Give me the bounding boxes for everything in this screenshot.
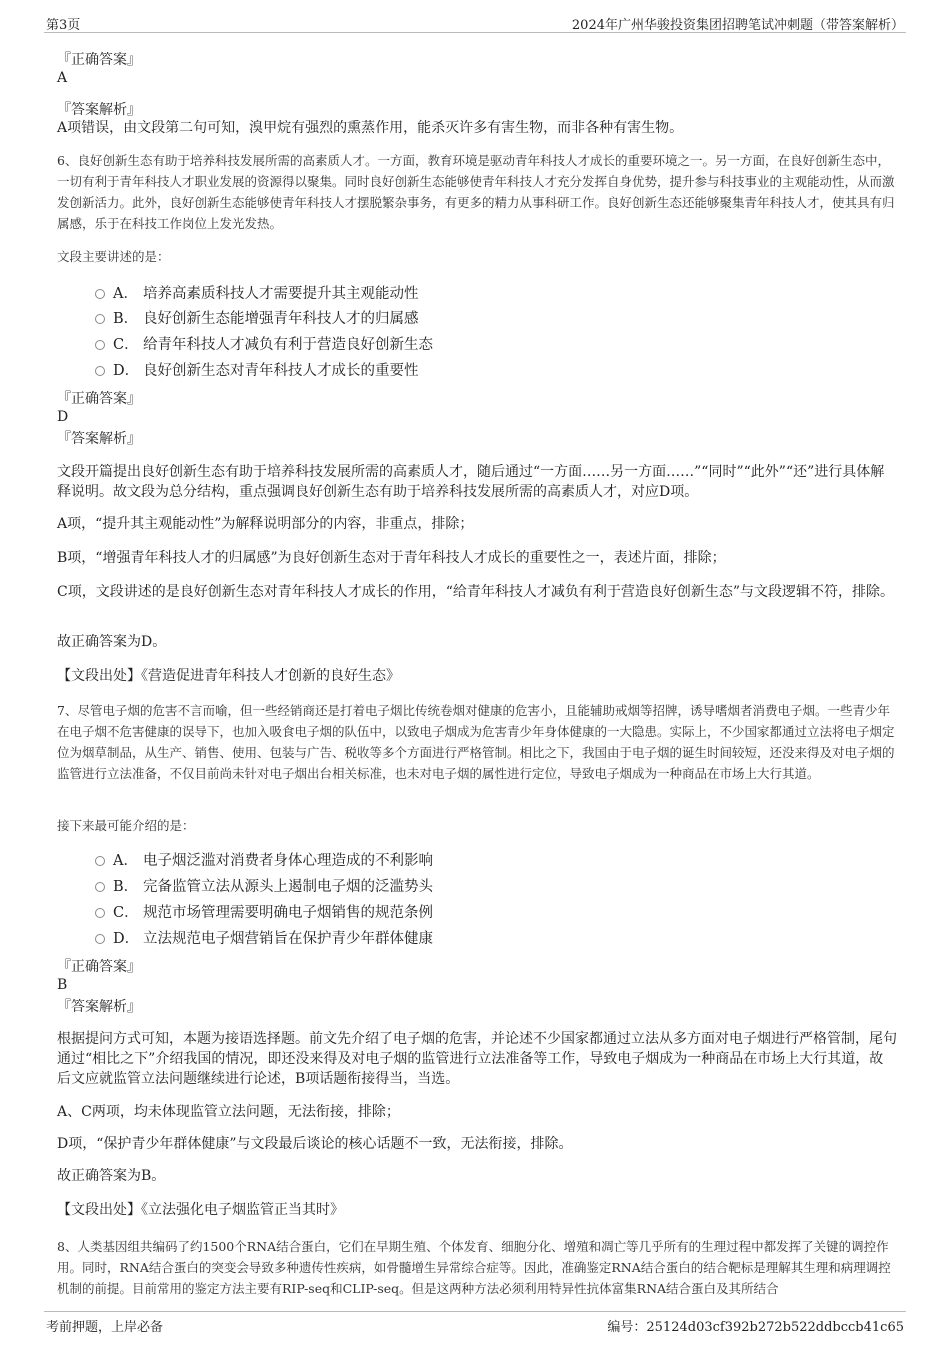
page-header: [44, 10, 906, 33]
radio-icon[interactable]: [95, 366, 105, 376]
q7-option-b[interactable]: B． 完备监管立法从源头上遏制电子烟的泛滥势头: [95, 877, 433, 897]
radio-icon[interactable]: [95, 340, 105, 350]
q7-option-c[interactable]: C． 规范市场管理需要明确电子烟销售的规范条例: [95, 903, 433, 923]
q6-analysis-3: B项，“增强青年科技人才的归属感”为良好创新生态对于青年科技人才成长的重要性之一，表述片面，排除；: [57, 550, 726, 566]
q6-source-label: 【文段出处】: [57, 668, 141, 684]
q7-option-a[interactable]: A． 电子烟泛滥对消费者身体心理造成的不利影响: [95, 851, 433, 871]
q6-source-title: 《营造促进青年科技人才创新的良好生态》: [141, 668, 400, 684]
q6-analysis-4: C项，文段讲述的是良好创新生态对青年科技人才成长的作用，“给青年科技人才减负有利于营造良好创新生态”与文段逻辑不符，排除。: [57, 584, 895, 600]
q7-stem: 7、尽管电子烟的危害不言而喻，但一些经销商还是打着电子烟比传统卷烟对健康的危害小，且能辅助戒烟等招牌，诱导嗜烟者消费电子烟。一些青少年在电子烟不危害健康的误导下，也加入吸食电子烟的队伍中，以致电子烟成为危害青少年身体健康的一大隐患。实际上，不少国家都通过立法将电子烟定位为烟草制品，从生产、销售、使用、包装与广告、税收等多个方面进行严格管制。相比之下，我国由于电子烟的诞生时间较短，还没来得及对电子烟的监管进行立法准备，不仅目前尚未针对电子烟出台相关标准，也未对电子烟的属性进行定位，导致电子烟成为一种商品在市场上大行其道。: [57, 703, 895, 781]
q7-option-d[interactable]: D． 立法规范电子烟营销旨在保护青少年群体健康: [95, 929, 433, 949]
q7-analysis-label: 『答案解析』: [57, 999, 141, 1015]
page-number: 第3页: [46, 18, 81, 33]
q7-analysis-1: 根据提问方式可知，本题为接语选择题。前文先介绍了电子烟的危害，并论述不少国家都通过立法从多方面对电子烟进行严格管制，尾句通过“相比之下”介绍我国的情况，即还没来得及对电子烟的监管进行立法准备等工作，导致电子烟成为一种商品在市场上大行其道，故后文应就监管立法问题继续进行论述，B项话题衔接得当，当选。: [57, 1031, 897, 1087]
q6-stem: 6、良好创新生态有助于培养科技发展所需的高素质人才。一方面，教育环境是驱动青年科技人才成长的重要环境之一。另一方面，在良好创新生态中，一切有利于青年科技人才职业发展的资源得以聚集。同时良好创新生态能够使青年科技人才充分发挥自身优势，提升参与科技事业的主观能动性，从而激发创新活力。此外，良好创新生态能够使青年科技人才摆脱繁杂事务，有更多的精力从事科研工作。良好创新生态还能够聚集青年科技人才，使其具有归属感，乐于在科技工作岗位上发光发热。: [57, 153, 895, 231]
q6-option-c[interactable]: C． 给青年科技人才减负有利于营造良好创新生态: [95, 335, 433, 355]
q7-analysis-3: D项，“保护青少年群体健康”与文段最后谈论的核心话题不一致，无法衔接，排除。: [57, 1136, 573, 1152]
q7-analysis-2: A、C两项，均未体现监管立法问题，无法衔接，排除；: [57, 1104, 400, 1120]
q6-analysis-label: 『答案解析』: [57, 431, 141, 447]
footer-slogan: 考前押题，上岸必备: [46, 1320, 164, 1335]
radio-icon[interactable]: [95, 908, 105, 918]
q6-option-d[interactable]: D． 良好创新生态对青年科技人才成长的重要性: [95, 361, 419, 381]
q6-option-b[interactable]: B． 良好创新生态能增强青年科技人才的归属感: [95, 309, 419, 329]
radio-icon[interactable]: [95, 882, 105, 892]
q6-question: 文段主要讲述的是：: [57, 249, 170, 264]
page-footer: [44, 1311, 906, 1334]
q5-analysis: A项错误，由文段第二句可知，溴甲烷有强烈的熏蒸作用，能杀灭许多有害生物，而非各种有害生物。: [57, 120, 684, 136]
document-id: 编号：25124d03cf392b272b522ddbccb41c65: [607, 1320, 904, 1335]
radio-icon[interactable]: [95, 289, 105, 299]
q7-source: [57, 1200, 897, 1220]
q6-option-a[interactable]: A． 培养高素质科技人才需要提升其主观能动性: [95, 284, 419, 304]
document-title: 2024年广州华骏投资集团招聘笔试冲刺题（带答案解析）: [571, 18, 904, 33]
q5-answer-label: 『正确答案』: [57, 52, 141, 68]
q6-analysis-1: 文段开篇提出良好创新生态有助于培养科技发展所需的高素质人才，随后通过“一方面……另一方面……”“同时”“此外”“还”进行具体解释说明。故文段为总分结构，重点强调良好创新生态有助于培养科技发展所需的高素质人才，对应D项。: [57, 464, 885, 500]
q8-stem: 8、人类基因组共编码了约1500个RNA结合蛋白，它们在早期生殖、个体发育、细胞分化、增殖和凋亡等几乎所有的生理过程中都发挥了关键的调控作用。同时，RNA结合蛋白的突变会导致多种遗传性疾病，如骨髓增生异常综合症等。因此，准确鉴定RNA结合蛋白的结合靶标是理解其生理和病理调控机制的前提。目前常用的鉴定方法主要有RIP-seq和CLIP-seq。但是这两种方法必须利用特异性抗体富集RNA结合蛋白及其所结合: [57, 1239, 891, 1296]
q6-answer: D: [57, 409, 69, 425]
q6-source: [57, 666, 897, 686]
q7-source-title: 《立法强化电子烟监管正当其时》: [141, 1202, 344, 1218]
q5-analysis-label: 『答案解析』: [57, 102, 141, 118]
q7-source-label: 【文段出处】: [57, 1202, 141, 1218]
q7-question: 接下来最可能介绍的是：: [57, 818, 195, 833]
radio-icon[interactable]: [95, 934, 105, 944]
q5-answer: A: [57, 70, 68, 86]
q6-answer-label: 『正确答案』: [57, 391, 141, 407]
radio-icon[interactable]: [95, 314, 105, 324]
q7-answer: B: [57, 977, 68, 993]
q6-analysis-5: 故正确答案为D。: [57, 634, 167, 650]
q7-answer-label: 『正确答案』: [57, 959, 141, 975]
radio-icon[interactable]: [95, 856, 105, 866]
q6-analysis-2: A项，“提升其主观能动性”为解释说明部分的内容，非重点，排除；: [57, 516, 474, 532]
q7-analysis-4: 故正确答案为B。: [57, 1168, 166, 1184]
